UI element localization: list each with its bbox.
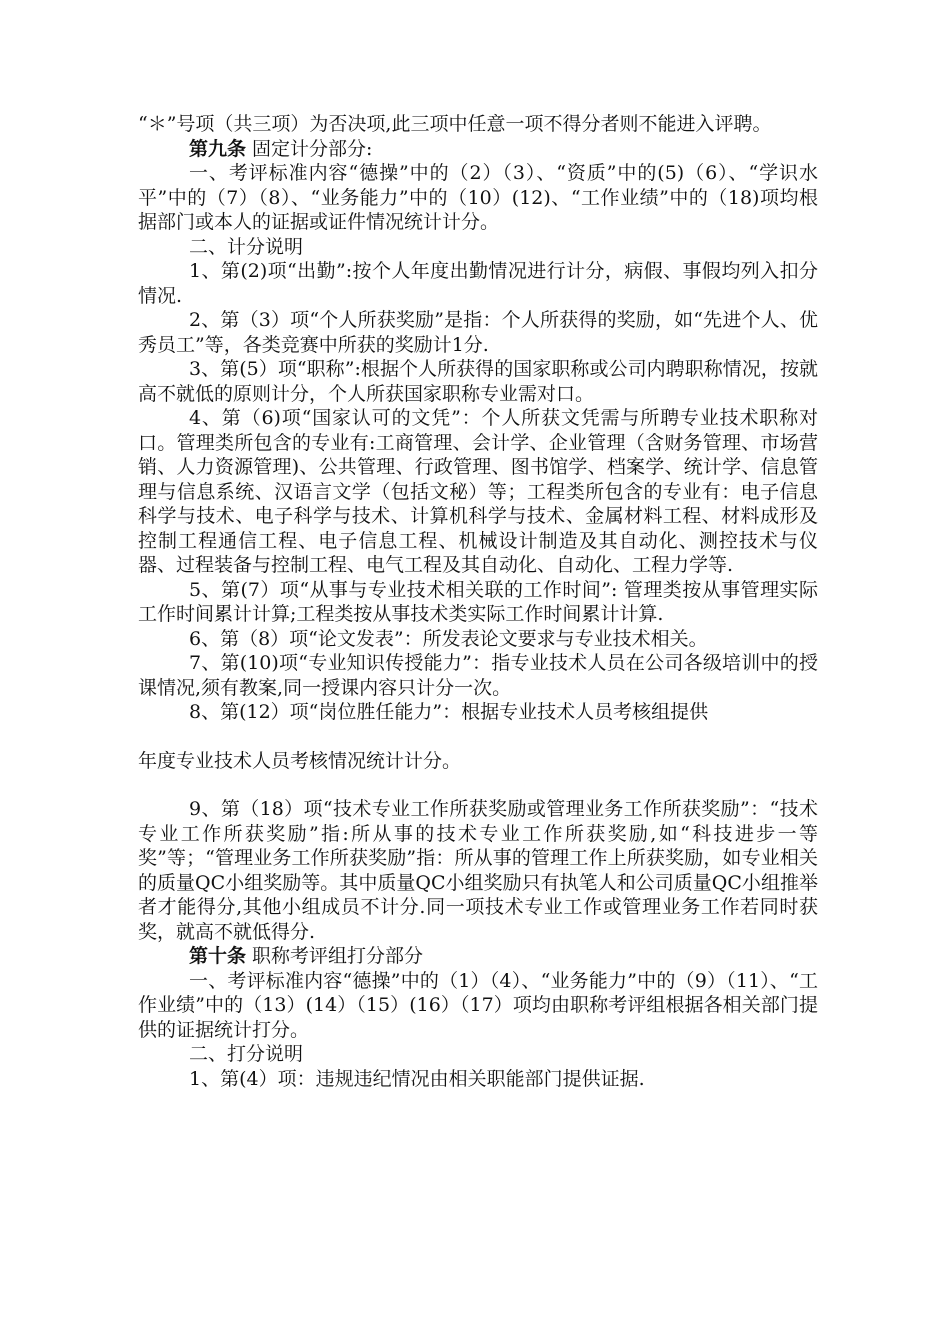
paragraph-9-1: 一、考评标准内容“德操”中的（2）（3）、“资质”中的(5)（6）、“学识水平”中的（7）（8）、“业务能力”中的（10）(12)、“工作业绩”中的（18)项均根据部门或本人的证据或证件情况统计计分。 (138, 162, 818, 233)
paragraph-9-2-8-cont: 年度专业技术人员考核情况统计计分。 (138, 749, 462, 772)
spacer (138, 773, 818, 797)
paragraph-veto-note: “＊”号项（共三项）为否决项,此三项中任意一项不得分者则不能进入评聘。 (138, 113, 772, 135)
paragraph-9-2-7: 7、第(10)项“专业知识传授能力”：指专业技术人员在公司各级培训中的授课情况,须有教案,同一授课内容只计分一次。 (138, 652, 818, 699)
spacer (138, 725, 818, 749)
paragraph-10-2: 二、打分说明 (189, 1043, 304, 1065)
paragraph-9-2-9: 9、第（18）项“技术专业工作所获奖励或管理业务工作所获奖励”：“技术专业工作所获奖励”指:所从事的技术专业工作所获奖励,如“科技进步一等奖”等；“管理业务工作所获奖励”指：所从事的管理工作上所获奖励，如专业相关的质量QC小组奖励等。其中质量QC小组奖励只有执笔人和公司质量QC小组推举者才能得分,其他小组成员不计分.同一项技术专业工作或管理业务工作若同时获奖，就高不就低得分. (138, 798, 818, 943)
article-10-number: 第十条 (189, 945, 247, 967)
paragraph-9-2-1: 1、第(2)项“出勤”:按个人年度出勤情况进行计分，病假、事假均列入扣分情况. (138, 260, 818, 307)
paragraph-9-2-4: 4、第（6)项“国家认可的文凭”：个人所获文凭需与所聘专业技术职称对口。管理类所包含的专业有:工商管理、会计学、企业管理（含财务管理、市场营销、人力资源管理)、公共管理、行政管理、图书馆学、档案学、统计学、信息管理与信息系统、汉语言文学（包括文秘）等；工程类所包含的专业有：电子信息科学与技术、电子科学与技术、计算机科学与技术、金属材料工程、材料成形及控制工程通信工程、电子信息工程、机械设计制造及其自动化、测控技术与仪器、过程装备与控制工程、电气工程及其自动化、自动化、工程力学等. (138, 407, 818, 576)
article-10-heading (138, 944, 818, 969)
paragraph-9-2-3: 3、第(5）项“职称”:根据个人所获得的国家职称或公司内聘职称情况，按就高不就低的原则计分，个人所获国家职称专业需对口。 (138, 358, 818, 405)
article-9-number: 第九条 (189, 137, 247, 160)
paragraph-9-2-5: 5、第(7）项“从事与专业技术相关联的工作时间”: 管理类按从事管理实际工作时间累计计算;工程类按从事技术类实际工作时间累计计算. (138, 578, 818, 625)
article-9-heading (138, 137, 818, 162)
paragraph-10-2-1: 1、第(4）项：违规违纪情况由相关职能部门提供证据. (189, 1067, 645, 1090)
paragraph-10-1: 一、考评标准内容“德操”中的（1）（4）、“业务能力”中的（9）（11）、“工作业绩”中的（13）(14）（15）(16）（17）项均由职称考评组根据各相关部门提供的证据统计打分。 (138, 969, 818, 1041)
paragraph-9-2: 二、计分说明 (189, 235, 304, 258)
article-9-title: 固定计分部分: (246, 137, 373, 160)
paragraph-9-2-2: 2、第（3）项“个人所获奖励”是指：个人所获得的奖励，如“先进个人、优秀员工”等，各类竞赛中所获的奖励计1分. (138, 309, 818, 356)
article-10-title: 职称考评组打分部分 (246, 945, 424, 967)
document-page (138, 112, 818, 1091)
paragraph-9-2-6: 6、第（8）项“论文发表”：所发表论文要求与专业技术相关。 (189, 627, 708, 650)
paragraph-9-2-8: 8、第(12）项“岗位胜任能力”：根据专业技术人员考核组提供 (189, 701, 709, 723)
